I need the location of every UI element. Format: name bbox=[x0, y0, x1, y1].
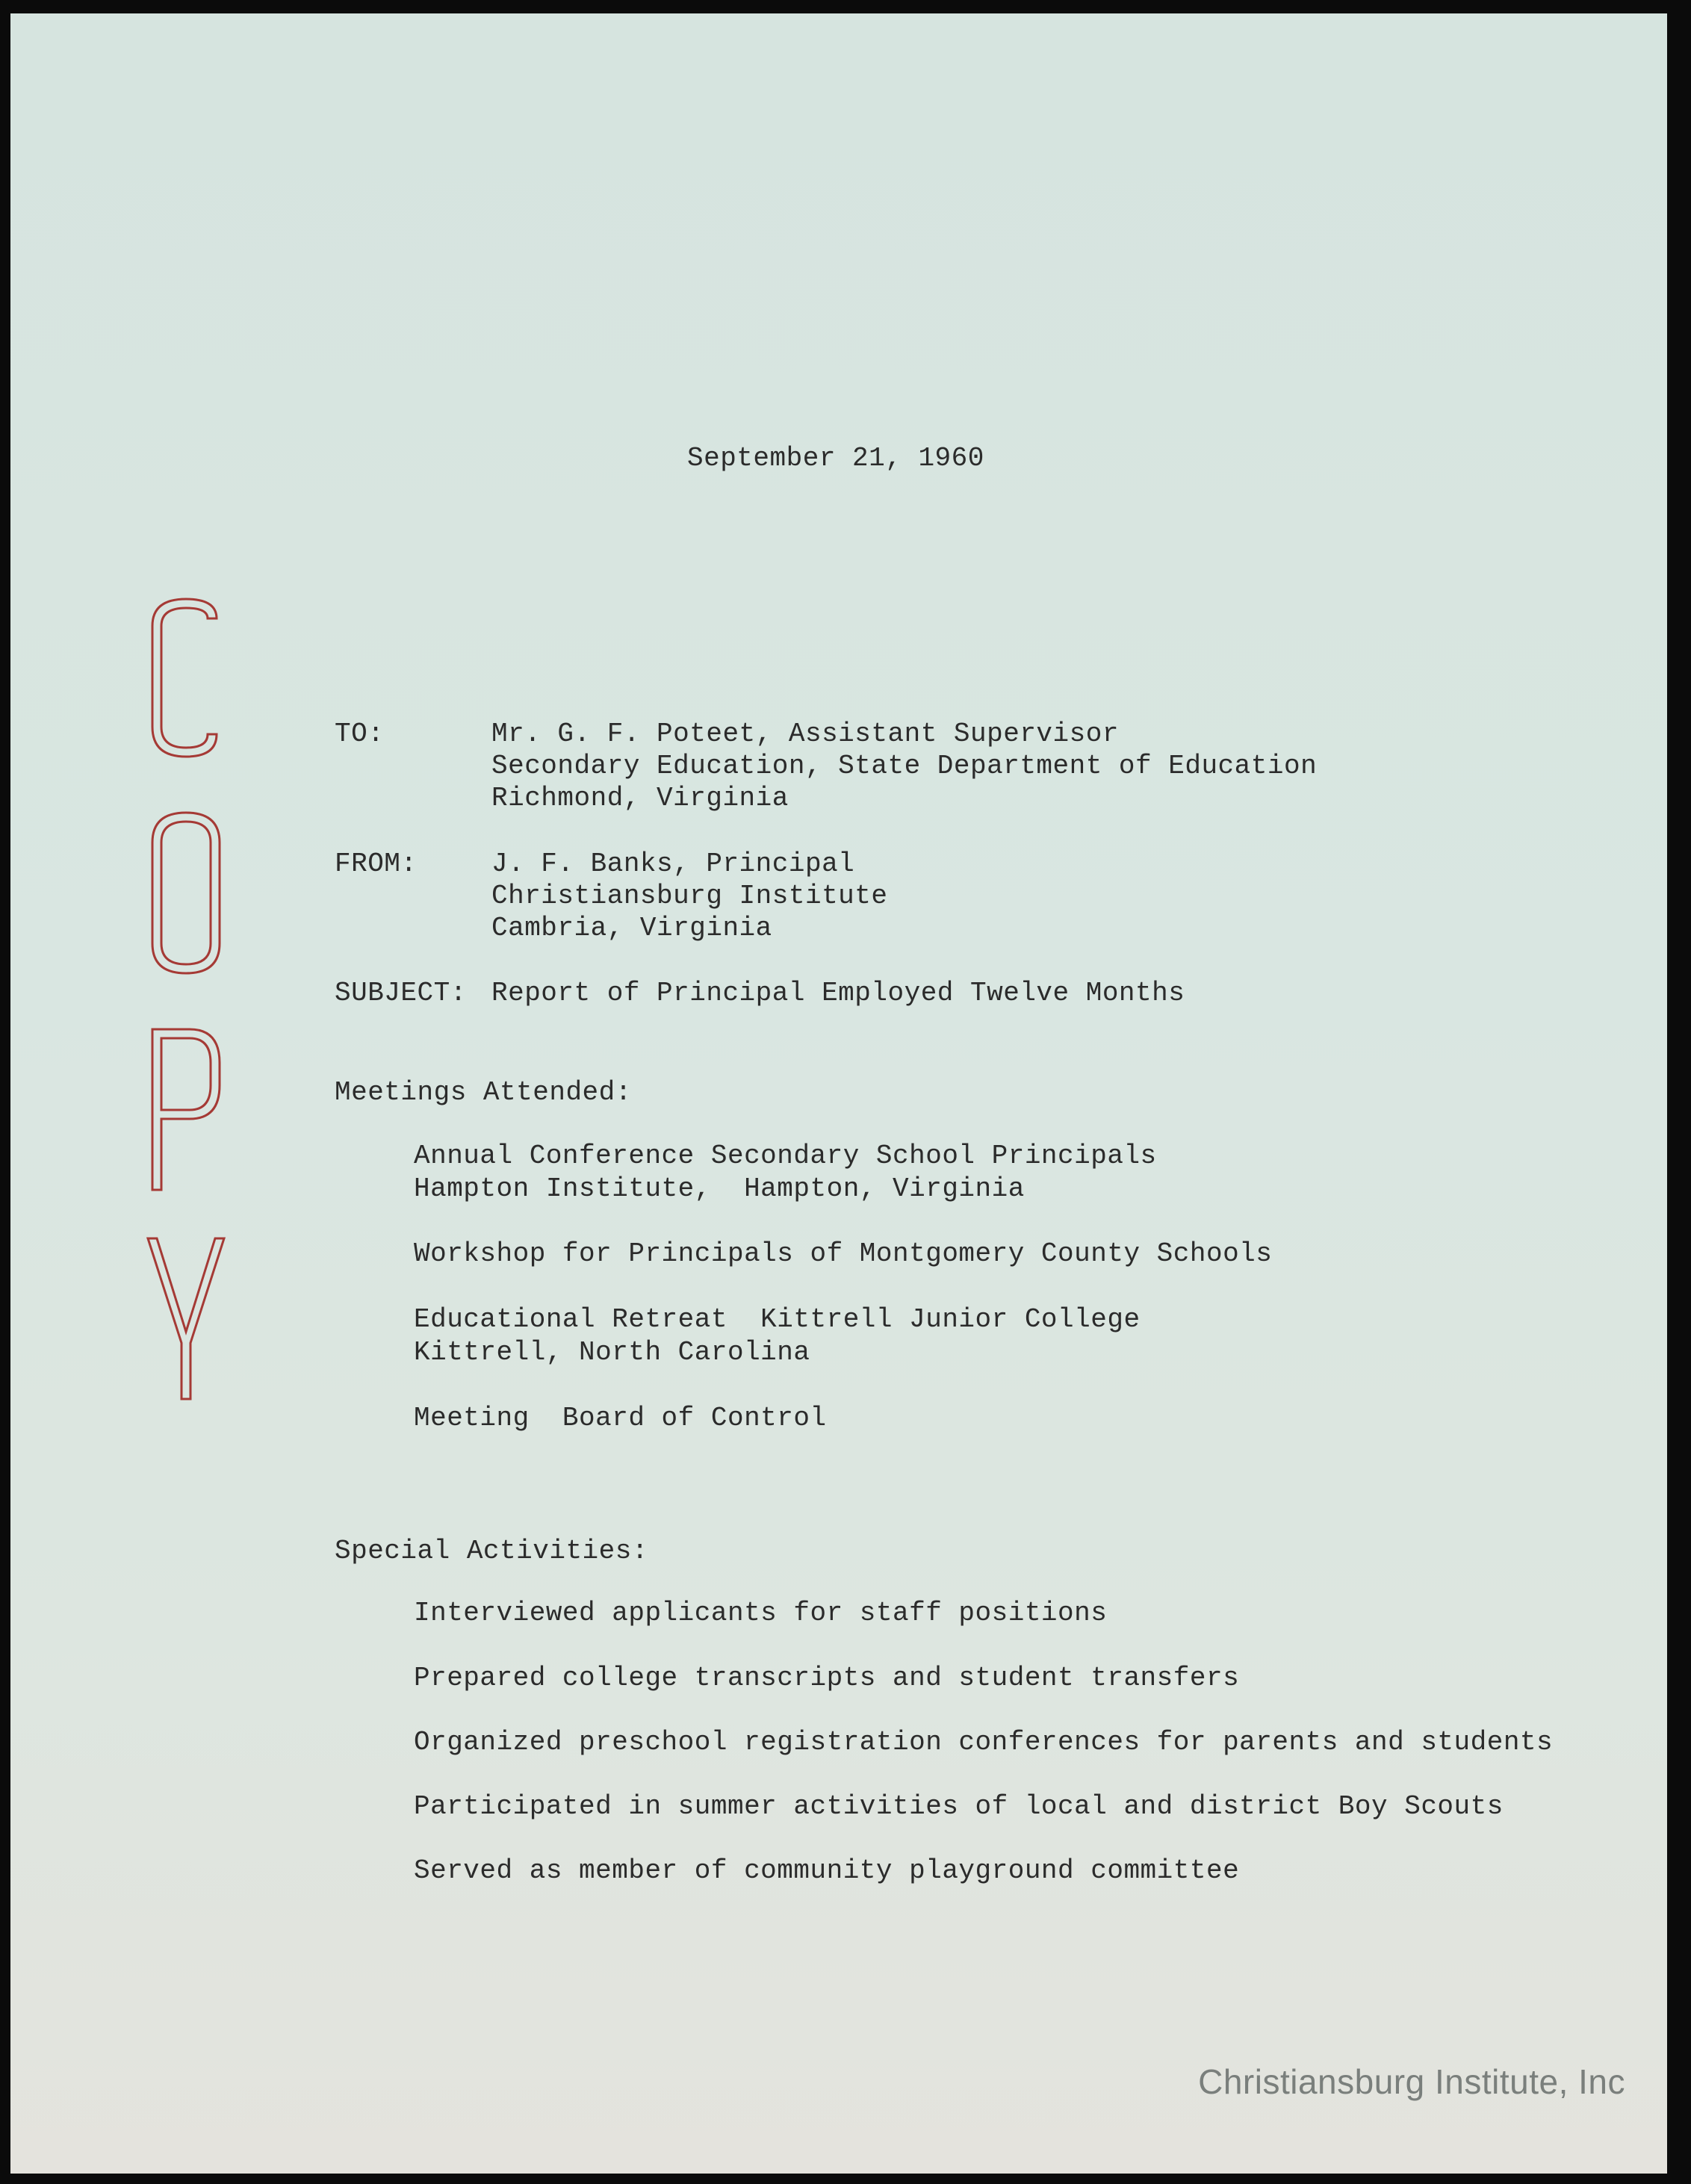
activity-item-5: Served as member of community playground committee bbox=[414, 1855, 1240, 1886]
meeting-item-4: Meeting Board of Control bbox=[414, 1403, 827, 1433]
meetings-heading: Meetings Attended: bbox=[335, 1077, 632, 1108]
meeting-item-1-line-1: Annual Conference Secondary School Principals bbox=[414, 1141, 1157, 1171]
watermark-text: Christiansburg Institute, Inc bbox=[1198, 2062, 1625, 2101]
copy-stamp bbox=[145, 596, 227, 1455]
to-line-2: Secondary Education, State Department of Education bbox=[491, 751, 1318, 781]
copy-stamp-letters bbox=[145, 596, 227, 1455]
to-line-1: Mr. G. F. Poteet, Assistant Supervisor bbox=[491, 719, 1119, 749]
subject-text: Report of Principal Employed Twelve Months bbox=[491, 978, 1185, 1008]
subject-label: SUBJECT: bbox=[335, 978, 467, 1008]
from-line-1: J. F. Banks, Principal bbox=[491, 849, 855, 879]
letter-date: September 21, 1960 bbox=[687, 443, 984, 474]
activities-heading: Special Activities: bbox=[335, 1536, 648, 1566]
from-label: FROM: bbox=[335, 849, 418, 879]
activity-item-1: Interviewed applicants for staff positions bbox=[414, 1598, 1108, 1628]
meeting-item-1-line-2: Hampton Institute, Hampton, Virginia bbox=[414, 1173, 1025, 1204]
from-line-3: Cambria, Virginia bbox=[491, 913, 772, 943]
activity-item-3: Organized preschool registration conferences for parents and students bbox=[414, 1727, 1554, 1758]
meeting-item-2: Workshop for Principals of Montgomery County Schools bbox=[414, 1238, 1273, 1269]
activity-item-2: Prepared college transcripts and student transfers bbox=[414, 1663, 1240, 1693]
to-line-3: Richmond, Virginia bbox=[491, 783, 789, 813]
to-label: TO: bbox=[335, 719, 385, 749]
document-page bbox=[10, 13, 1667, 2174]
meeting-item-3-line-2: Kittrell, North Carolina bbox=[414, 1337, 810, 1368]
meeting-item-3-line-1: Educational Retreat Kittrell Junior College bbox=[414, 1304, 1141, 1335]
activity-item-4: Participated in summer activities of local and district Boy Scouts bbox=[414, 1791, 1504, 1822]
from-line-2: Christiansburg Institute bbox=[491, 881, 888, 911]
